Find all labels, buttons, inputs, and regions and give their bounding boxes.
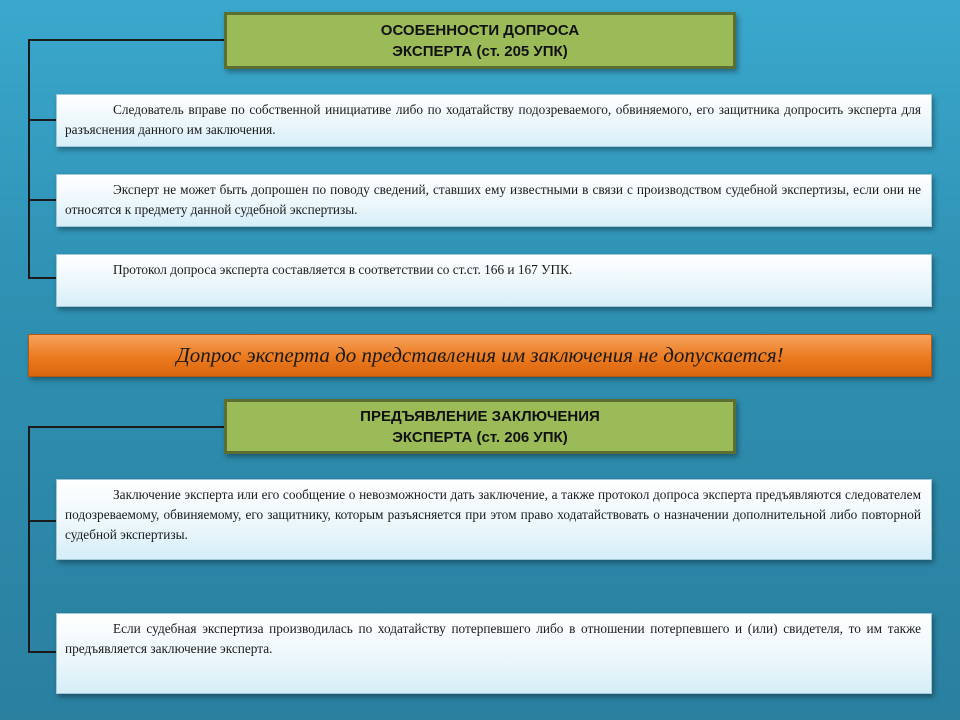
section-title-line: ОСОБЕННОСТИ ДОПРОСА <box>380 21 580 39</box>
text-box: Эксперт не может быть допрошен по поводу сведений, ставших ему известными в связи с производством судебной экспертизы, если они не относятся к предмету данной судебной экспертизы. <box>56 174 932 227</box>
connector-line <box>28 426 30 653</box>
connector-line <box>28 119 57 121</box>
connector-line <box>28 199 57 201</box>
connector-line <box>28 520 57 522</box>
connector-line <box>28 651 57 653</box>
section-title-line: ЭКСПЕРТА (ст. 205 УПК) <box>392 42 568 60</box>
connector-line <box>28 426 226 428</box>
text-box: Протокол допроса эксперта составляется в соответствии со ст.ст. 166 и 167 УПК. <box>56 254 932 307</box>
warning-banner-text: Допрос эксперта до представления им заключения не допускается! <box>176 343 784 367</box>
connector-line <box>28 39 30 279</box>
text-box: Если судебная экспертиза производилась по ходатайству потерпевшего либо в отношении потерпевшего и (или) свидетеля, то им также предъявляется заключение эксперта. <box>56 613 932 694</box>
text-box: Заключение эксперта или его сообщение о невозможности дать заключение, а также протокол допроса эксперта предъявляются следователем подозреваемому, обвиняемому, его защитнику, которым разъясняется при этом право ходатайствовать о назначении дополнительной либо повторной судебной экспертизы. <box>56 479 932 560</box>
section-title-line: ПРЕДЪЯВЛЕНИЕ ЗАКЛЮЧЕНИЯ <box>360 407 600 425</box>
connector-line <box>28 277 57 279</box>
section-title-testimony <box>224 12 736 69</box>
warning-banner <box>28 334 932 377</box>
section-title-line: ЭКСПЕРТА (ст. 206 УПК) <box>392 428 568 446</box>
section-title-presentation <box>224 399 736 454</box>
text-box: Следователь вправе по собственной инициативе либо по ходатайству подозреваемого, обвиняемого, его защитника допросить эксперта для разъяснения данного им заключения. <box>56 94 932 147</box>
connector-line <box>28 39 226 41</box>
